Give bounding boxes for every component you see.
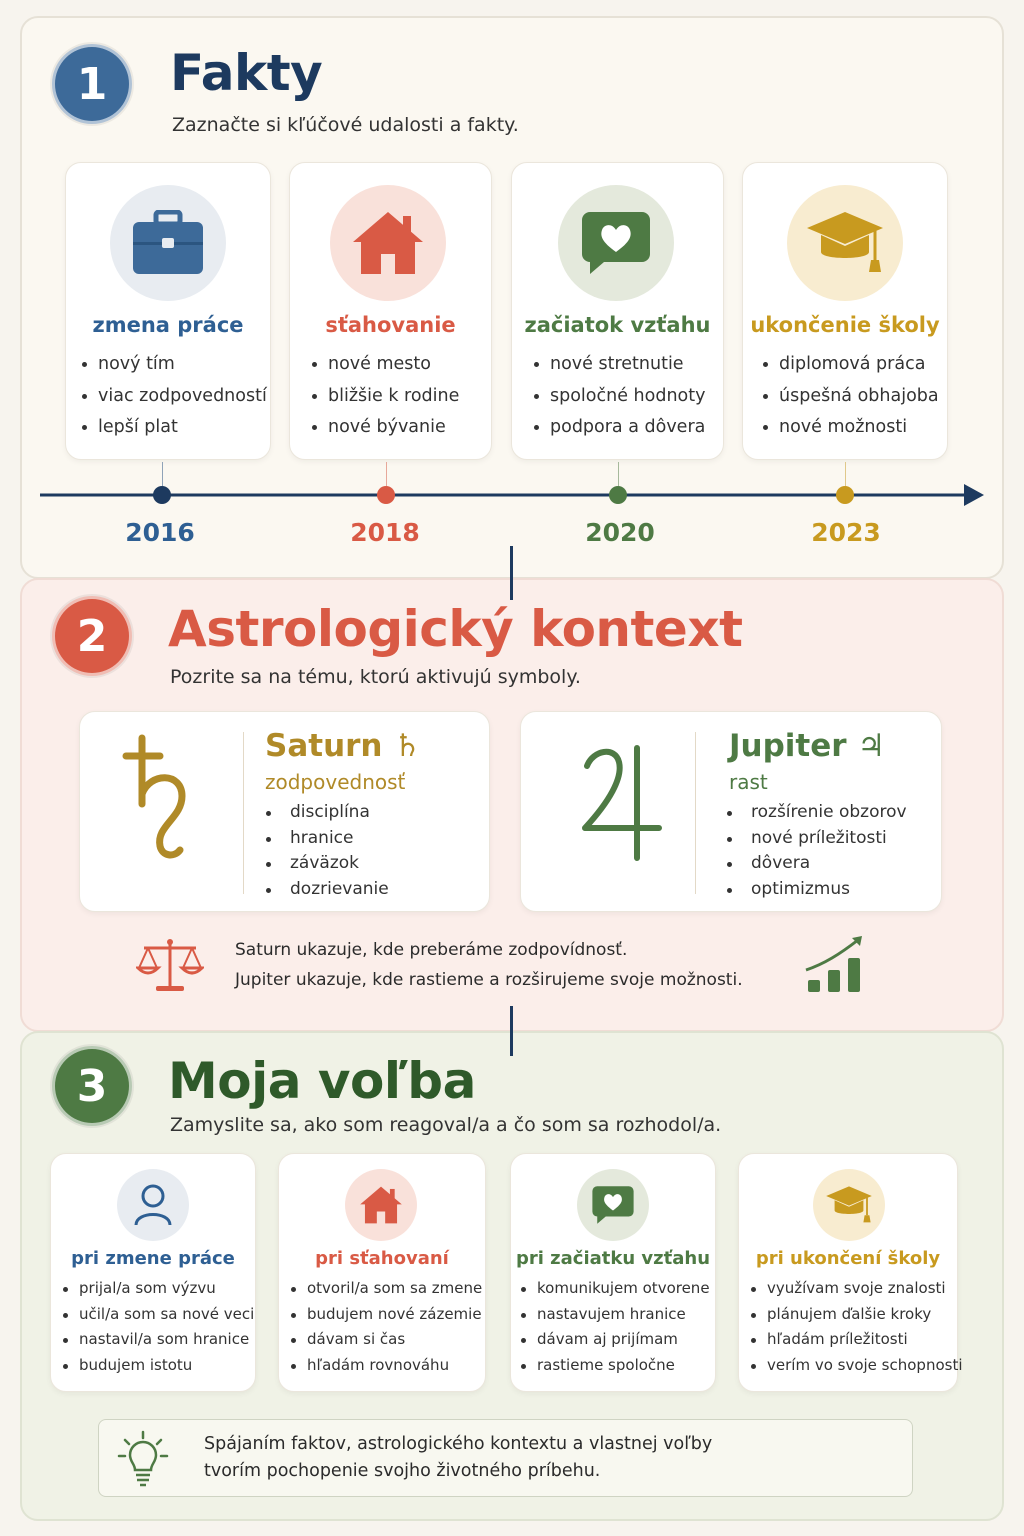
- list-item: nové príležitosti: [727, 826, 907, 852]
- section-connector: [510, 546, 513, 600]
- timeline-axis: [0, 0, 1024, 560]
- timeline-tick: [386, 462, 387, 486]
- fact-card-title: zmena práce: [92, 313, 244, 337]
- scales-icon: [136, 936, 204, 994]
- choice-card-relationship: [510, 1153, 716, 1392]
- list-item: nové bývanie: [312, 412, 459, 444]
- list-item: komunikujem otvorene: [521, 1276, 710, 1302]
- list-item: využívam svoje znalosti: [751, 1276, 963, 1302]
- list-item: úspešná obhajoba: [763, 381, 939, 413]
- section-number-1: 1: [52, 44, 132, 124]
- card-divider: [695, 732, 696, 894]
- list-item: bližšie k rodine: [312, 381, 459, 413]
- list-item: verím vo svoje schopnosti: [751, 1353, 963, 1379]
- list-item: lepší plat: [82, 412, 267, 444]
- choice-card-title: pri sťahovaní: [315, 1248, 449, 1269]
- list-item: budujem nové zázemie: [291, 1302, 482, 1328]
- section-title-facts: Fakty: [170, 44, 323, 102]
- saturn-keyword: zodpovednosť: [265, 770, 406, 794]
- section-subtitle-choice: Zamyslite sa, ako som reagoval/a a čo som sa rozhodol/a.: [170, 1114, 722, 1136]
- section-title-astrology: Astrologický kontext: [168, 600, 743, 658]
- timeline-dot-2023: [836, 486, 854, 504]
- choice-card-list: [63, 1276, 254, 1378]
- choice-card-title: pri začiatku vzťahu: [515, 1248, 711, 1269]
- section-subtitle-astrology: Pozrite sa na tému, ktorú aktivujú symboly.: [170, 666, 581, 688]
- list-item: podpora a dôvera: [534, 412, 705, 444]
- list-item: nastavujem hranice: [521, 1302, 710, 1328]
- timeline-dot-2016: [153, 486, 171, 504]
- jupiter-card: [520, 711, 942, 912]
- summary-line-2: tvorím pochopenie svojho životného príbehu.: [204, 1461, 601, 1481]
- jupiter-symbol-icon: [579, 742, 663, 862]
- list-item: viac zodpovedností: [82, 381, 267, 413]
- list-item: nové mesto: [312, 349, 459, 381]
- list-item: plánujem ďalšie kroky: [751, 1302, 963, 1328]
- graduation-cap-icon: [813, 1169, 885, 1241]
- timeline-dot-2018: [377, 486, 395, 504]
- list-item: optimizmus: [727, 877, 907, 903]
- list-item: hľadám príležitosti: [751, 1327, 963, 1353]
- choice-card-list: [521, 1276, 710, 1378]
- lightbulb-icon: [117, 1430, 169, 1488]
- choice-card-list: [751, 1276, 963, 1378]
- choice-card-moving: [278, 1153, 486, 1392]
- list-item: nový tím: [82, 349, 267, 381]
- list-item: prijal/a som výzvu: [63, 1276, 254, 1302]
- choice-card-title: pri ukončení školy: [755, 1248, 941, 1269]
- saturn-list: [266, 800, 389, 902]
- jupiter-keyword: rast: [729, 770, 768, 794]
- section-number-3: 3: [52, 1046, 132, 1126]
- list-item: nastavil/a som hranice: [63, 1327, 254, 1353]
- list-item: budujem istotu: [63, 1353, 254, 1379]
- timeline-year: 2016: [125, 518, 195, 547]
- list-item: diplomová práca: [763, 349, 939, 381]
- summary-line-1: Spájaním faktov, astrologického kontextu a vlastnej voľby: [204, 1434, 713, 1454]
- saturn-title: Saturn ♄: [265, 728, 422, 764]
- saturn-card: [79, 711, 490, 912]
- choice-card-graduation: [738, 1153, 963, 1392]
- list-item: nové stretnutie: [534, 349, 705, 381]
- list-item: rastieme spoločne: [521, 1353, 710, 1379]
- timeline-dot-2020: [609, 486, 627, 504]
- list-item: dávam aj prijímam: [521, 1327, 710, 1353]
- list-item: spoločné hodnoty: [534, 381, 705, 413]
- summary-box: [98, 1419, 913, 1497]
- fact-card-title: začiatok vzťahu: [524, 313, 711, 337]
- timeline-tick: [162, 462, 163, 486]
- house-icon: [345, 1169, 417, 1241]
- timeline-tick: [618, 462, 619, 486]
- choice-card-job: [50, 1153, 256, 1392]
- astrology-note-saturn: Saturn ukazuje, kde preberáme zodpovídnosť.: [235, 940, 628, 960]
- jupiter-title: Jupiter ♃: [729, 728, 886, 764]
- choice-card-title: pri zmene práce: [71, 1248, 235, 1269]
- list-item: záväzok: [266, 851, 389, 877]
- person-icon: [117, 1169, 189, 1241]
- timeline-year: 2020: [585, 518, 655, 547]
- timeline-year: 2023: [811, 518, 881, 547]
- list-item: rozšírenie obzorov: [727, 800, 907, 826]
- choice-card-list: [291, 1276, 482, 1378]
- list-item: učil/a som sa nové veci: [63, 1302, 254, 1328]
- list-item: disciplína: [266, 800, 389, 826]
- timeline-year: 2018: [350, 518, 420, 547]
- section-subtitle-facts: Zaznačte si kľúčové udalosti a fakty.: [172, 114, 519, 136]
- section-connector: [510, 1006, 513, 1056]
- saturn-symbol-icon: [120, 734, 200, 864]
- fact-card-title: ukončenie školy: [750, 313, 940, 337]
- jupiter-list: [727, 800, 907, 902]
- list-item: dozrievanie: [266, 877, 389, 903]
- list-item: dávam si čas: [291, 1327, 482, 1353]
- list-item: dôvera: [727, 851, 907, 877]
- heart-chat-icon: [577, 1169, 649, 1241]
- fact-card-title: sťahovanie: [325, 313, 456, 337]
- timeline-tick: [845, 462, 846, 486]
- section-title-choice: Moja voľba: [168, 1052, 476, 1110]
- list-item: hranice: [266, 826, 389, 852]
- section-number-2: 2: [52, 596, 132, 676]
- list-item: nové možnosti: [763, 412, 939, 444]
- card-divider: [243, 732, 244, 894]
- astrology-note-jupiter: Jupiter ukazuje, kde rastieme a rozširujeme svoje možnosti.: [235, 970, 743, 990]
- list-item: otvoril/a som sa zmene: [291, 1276, 482, 1302]
- growth-chart-icon: [804, 934, 866, 994]
- list-item: hľadám rovnováhu: [291, 1353, 482, 1379]
